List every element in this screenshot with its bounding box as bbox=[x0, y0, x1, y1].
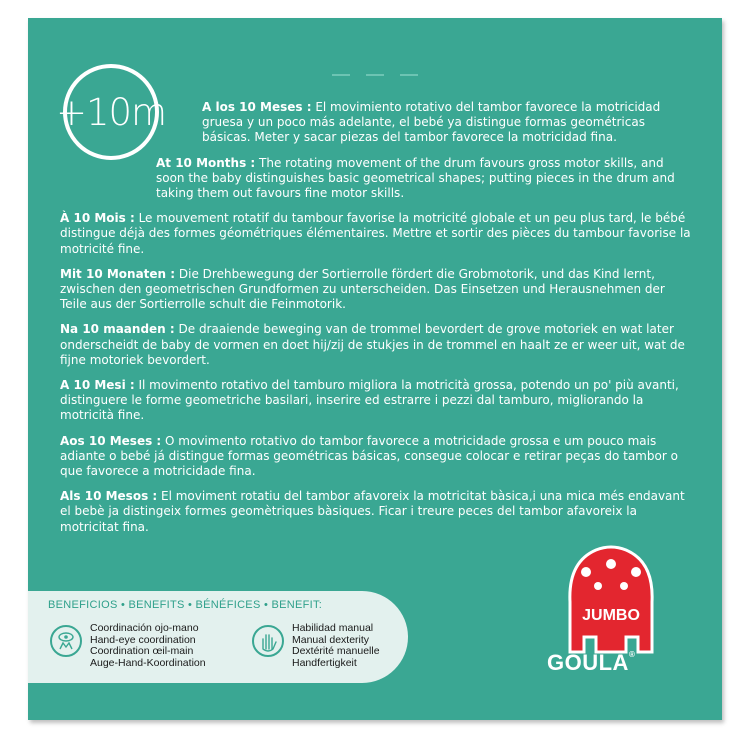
paragraph-nl: Na 10 maanden : De draaiende beweging van de trommel bevordert de grove motoriek en wat later onderscheidt de baby de vormen en doet hij/zij de stukjes in de trommel en haalt ze er weer uit, wat de fijne motoriek bevordert. bbox=[60, 322, 685, 367]
paragraph-ca: Als 10 Mesos : El moviment rotatiu del tambor afavoreix la motricitat bàsica,i una mica més endavant el bebè ja distingeix formes geomètriques bàsiques. Ficar i treure peces del tambor afavoreix la motricitat fina. bbox=[60, 489, 685, 534]
paragraph-pt: Aos 10 Meses : O movimento rotativo do tambor favorece a motricidade grossa e um pouco mais adiante o bebé já distingue formas geométricas básicas, consegue colocar e retirar peças do tambor o que favorece a motricidade fina. bbox=[60, 433, 678, 479]
decorative-dashes bbox=[332, 74, 442, 78]
paragraph-de: Mit 10 Monaten : Die Drehbewegung der Sortierrolle fördert die Grobmotorik, und das Kind lernt, zwischen den geometrischen Grundformen zu unterscheiden. Das Einsetzen und Herausnehmen der Teile aus der Sortierrolle schult die Feinmotorik. bbox=[60, 266, 665, 312]
paragraph-es: A los 10 Meses : El movimiento rotativo del tambor favorece la motricidad gruesa y un poco más adelante, el bebé ya distingue formas geométricas básicas. Meter y sacar piezas del tambor favorece la motricidad fina. bbox=[202, 100, 661, 145]
goula-brand bbox=[547, 650, 635, 676]
hand-icon bbox=[252, 625, 284, 657]
eye-hand-icon bbox=[50, 625, 82, 657]
benefits-panel bbox=[28, 591, 408, 683]
paragraph-it: A 10 Mesi : Il movimento rotativo del tamburo migliora la motricità grossa, potendo un po' più avanti, distinguere le forme geometriche basilari, inserire ed estrarre i pezzi dal tamburo, migliorando la motricità fine. bbox=[60, 378, 679, 423]
age-badge-text: +10m bbox=[55, 90, 167, 134]
benefits-title: BENEFICIOS • BENEFITS • BÉNÉFICES • BENEFIT: bbox=[48, 599, 323, 611]
benefit-right-text: Habilidad manual Manual dexterity Dextérité manuelle Handfertigkeit bbox=[292, 622, 380, 669]
registered-mark: ® bbox=[628, 650, 636, 659]
paragraph-fr: À 10 Mois : Le mouvement rotatif du tambour favorise la motricité globale et un peu plus tard, le bébé distingue déjà des formes géométriques élémentaires. Mettre et sortir des pièces du tambour favorise la motricité fine. bbox=[60, 211, 691, 256]
paragraph-en: At 10 Months : The rotating movement of the drum favours gross motor skills, and soon the baby distinguishes basic geometrical shapes; putting pieces in the drum and taking them out favours fine motor skills. bbox=[156, 155, 675, 201]
jumbo-logo-text: JUMBO bbox=[582, 607, 640, 624]
benefit-left-text: Coordinación ojo-mano Hand-eye coordination Coordination œil-main Auge-Hand-Koordination bbox=[90, 622, 206, 669]
goula-name: GOULA bbox=[547, 650, 629, 675]
description-text bbox=[60, 100, 692, 545]
